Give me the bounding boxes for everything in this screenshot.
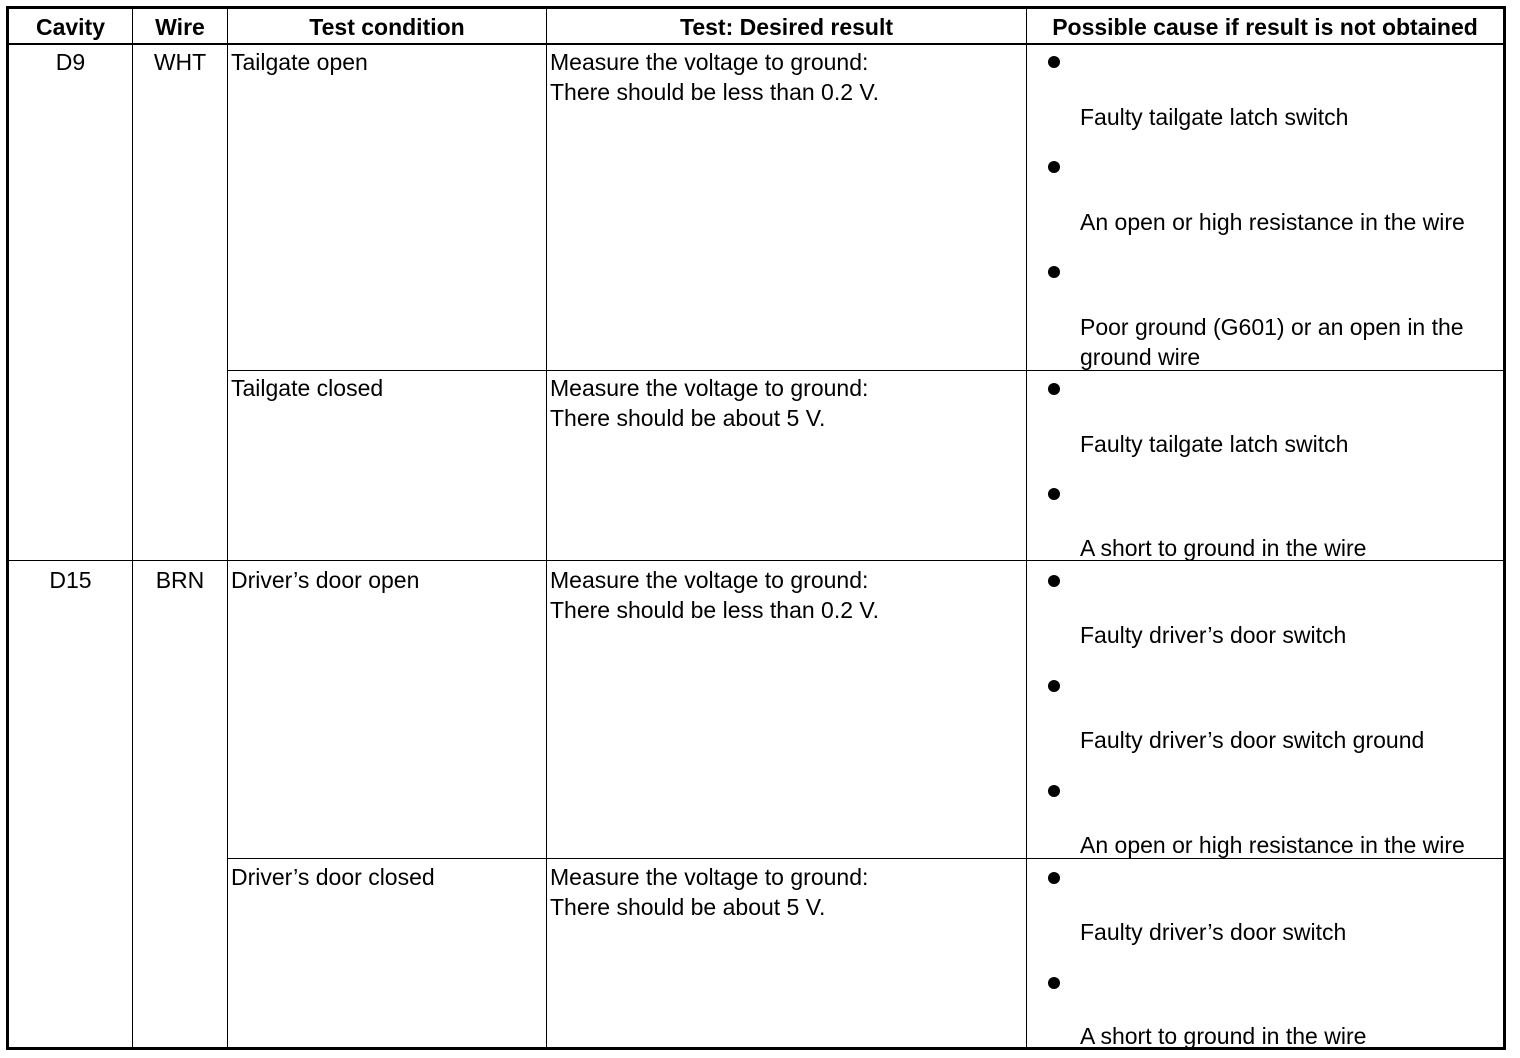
test-condition-cell: Driver’s door open xyxy=(231,567,420,593)
header-cavity: Cavity xyxy=(35,14,106,40)
cause-item: Faulty driver’s door switch ground xyxy=(1080,727,1425,753)
cause-item: Faulty driver’s door switch xyxy=(1080,919,1347,945)
cause-item: Poor ground (G601) or an open in the xyxy=(1080,314,1464,340)
desired-result-line: Measure the voltage to ground: xyxy=(550,567,869,593)
col-divider-3 xyxy=(546,9,547,1047)
header-wire: Wire xyxy=(155,14,205,40)
test-condition-cell: Tailgate closed xyxy=(231,375,384,401)
col-divider-4 xyxy=(1026,9,1027,1047)
cause-item: An open or high resistance in the wire xyxy=(1080,832,1465,858)
bullet-icon xyxy=(1048,680,1060,692)
desired-result-line: There should be less than 0.2 V. xyxy=(550,79,880,105)
row-divider-d9-inner xyxy=(227,370,1503,371)
bullet-icon xyxy=(1048,488,1060,500)
cause-item: Faulty tailgate latch switch xyxy=(1080,431,1349,457)
col-divider-1 xyxy=(132,9,133,1047)
cause-item: A short to ground in the wire xyxy=(1080,535,1367,561)
cavity-cell: D15 xyxy=(49,567,92,593)
cause-item: Faulty tailgate latch switch xyxy=(1080,104,1349,130)
desired-result-line: Measure the voltage to ground: xyxy=(550,864,869,890)
bullet-icon xyxy=(1048,977,1060,989)
col-divider-2 xyxy=(227,9,228,1047)
test-condition-cell: Driver’s door closed xyxy=(231,864,435,890)
bullet-icon xyxy=(1048,785,1060,797)
bullet-icon xyxy=(1048,872,1060,884)
bullet-icon xyxy=(1048,575,1060,587)
bullet-icon xyxy=(1048,266,1060,278)
bullet-icon xyxy=(1048,161,1060,173)
test-condition-cell: Tailgate open xyxy=(231,49,368,75)
header-possible-cause: Possible cause if result is not obtained xyxy=(1052,14,1478,40)
desired-result-line: Measure the voltage to ground: xyxy=(550,375,869,401)
wire-cell: BRN xyxy=(155,567,205,593)
desired-result-line: There should be about 5 V. xyxy=(550,894,826,920)
wire-cell: WHT xyxy=(153,49,207,75)
bullet-icon xyxy=(1048,383,1060,395)
cause-item-continuation: ground wire xyxy=(1080,344,1201,370)
header-test-condition: Test condition xyxy=(309,14,465,40)
desired-result-line: There should be about 5 V. xyxy=(550,405,826,431)
cause-item: An open or high resistance in the wire xyxy=(1080,209,1465,235)
desired-result-line: There should be less than 0.2 V. xyxy=(550,597,880,623)
bullet-icon xyxy=(1048,56,1060,68)
diagnostic-table xyxy=(6,6,1506,1050)
header-desired-result: Test: Desired result xyxy=(679,14,894,40)
cavity-cell: D9 xyxy=(55,49,86,75)
cause-item: A short to ground in the wire xyxy=(1080,1023,1367,1049)
cause-item: Faulty driver’s door switch xyxy=(1080,622,1347,648)
desired-result-line: Measure the voltage to ground: xyxy=(550,49,869,75)
